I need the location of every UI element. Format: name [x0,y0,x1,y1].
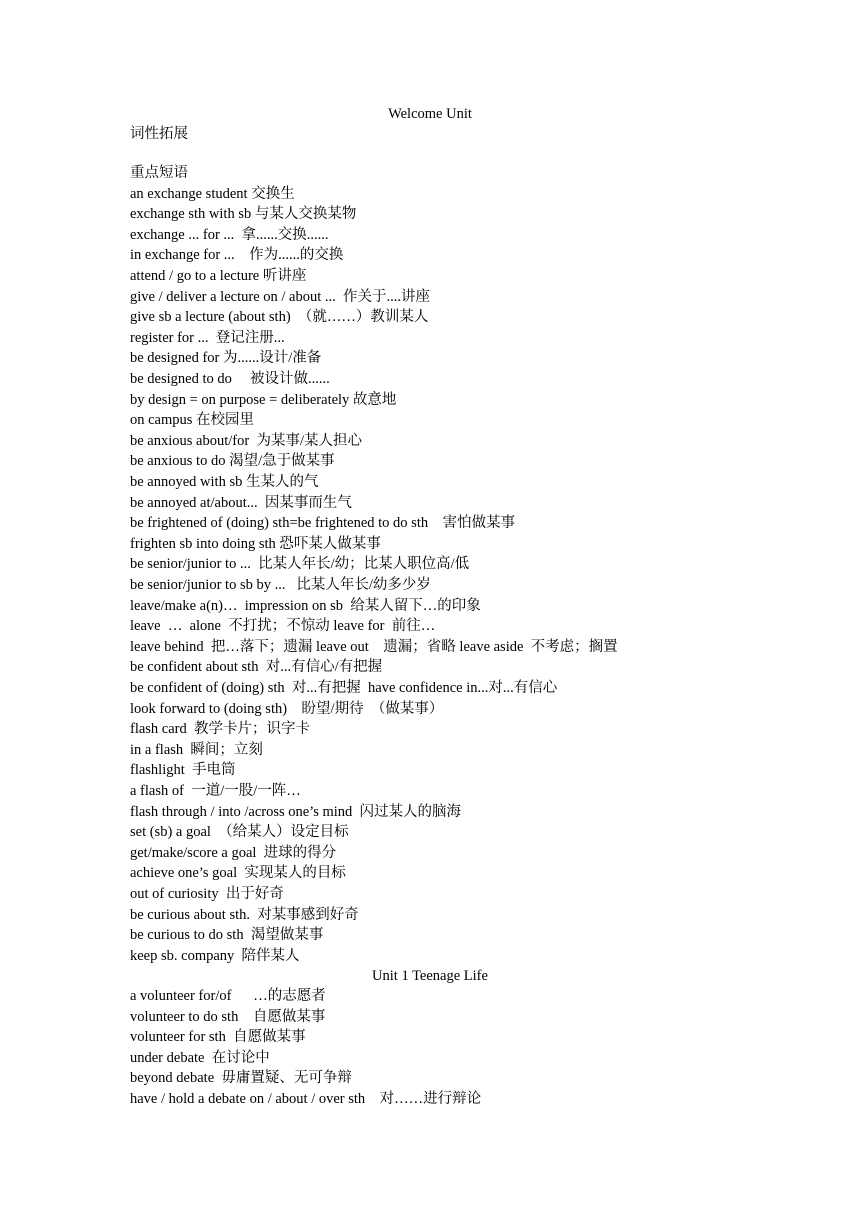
welcome-phrase-line: be designed to do 被设计做...... [130,370,330,387]
unit1-phrase-line: under debate 在讨论中 [130,1049,270,1066]
welcome-phrase-line: be designed for 为......设计/准备 [130,350,322,367]
welcome-phrase-line: a flash of 一道/一股/一阵… [130,782,301,799]
welcome-phrase-line: frighten sb into doing sth 恐吓某人做某事 [130,535,381,552]
welcome-phrase-line: be senior/junior to sb by ... 比某人年长/幼多少岁 [130,576,431,593]
welcome-phrase-line: be annoyed with sb 生某人的气 [130,473,319,490]
welcome-phrase-line: flashlight 手电筒 [130,762,236,779]
welcome-phrase-line: exchange sth with sb 与某人交换某物 [130,206,357,223]
subtitle: 词性拓展 [130,126,188,142]
welcome-phrase-line: on campus 在校园里 [130,412,255,429]
welcome-phrase-line: leave/make a(n)… impression on sb 给某人留下…的印象 [130,597,481,614]
welcome-phrase-line: keep sb. company 陪伴某人 [130,947,300,964]
welcome-phrase-line: be curious about sth. 对某事感到好奇 [130,906,359,923]
unit1-phrase-line: have / hold a debate on / about / over sth 对……进行辩论 [130,1091,482,1107]
unit1-phrase-line: a volunteer for/of …的志愿者 [130,988,326,1004]
welcome-phrase-line: an exchange student 交换生 [130,185,295,202]
welcome-phrase-line: flash card 教学卡片；识字卡 [130,721,311,738]
welcome-phrase-line: get/make/score a goal 进球的得分 [130,844,337,861]
unit1-heading: Unit 1 Teenage Life [372,968,488,984]
welcome-phrase-line: in a flash 瞬间；立刻 [130,741,263,758]
welcome-phrase-line: be confident of (doing) sth 对...有把握 have confidence in...对...有信心 [130,679,558,696]
section-heading: 重点短语 [130,165,188,181]
welcome-phrase-line: attend / go to a lecture 听讲座 [130,267,307,284]
welcome-phrase-line: be anxious to do 渴望/急于做某事 [130,453,335,470]
welcome-phrase-line: leave … alone 不打扰；不惊动 leave for 前往… [130,618,436,635]
unit1-phrase-line: volunteer to do sth 自愿做某事 [130,1008,326,1025]
welcome-phrase-line: out of curiosity 出于好奇 [130,885,284,902]
unit1-phrase-line: volunteer for sth 自愿做某事 [130,1029,306,1046]
welcome-phrase-line: be annoyed at/about... 因某事而生气 [130,494,352,511]
welcome-phrase-line: be curious to do sth 渴望做某事 [130,927,324,944]
welcome-phrase-line: in exchange for ... 作为......的交换 [130,247,344,264]
welcome-phrase-line: flash through / into /across one’s mind 闪过某人的脑海 [130,803,462,820]
welcome-phrase-line: achieve one’s goal 实现某人的目标 [130,865,346,882]
welcome-phrase-line: be senior/junior to ... 比某人年长/幼；比某人职位高/低 [130,556,470,573]
welcome-phrase-line: set (sb) a goal （给某人）设定目标 [130,824,349,841]
welcome-phrase-line: leave behind 把…落下；遗漏 leave out 遗漏；省略 leave aside 不考虑；搁置 [130,638,618,655]
welcome-phrase-line: give / deliver a lecture on / about ... 作关于....讲座 [130,288,430,305]
welcome-phrase-line: by design = on purpose = deliberately 故意地 [130,391,397,408]
unit1-phrase-line: beyond debate 毋庸置疑、无可争辩 [130,1070,352,1087]
welcome-phrase-line: be frightened of (doing) sth=be frightened to do sth 害怕做某事 [130,515,516,532]
welcome-phrase-line: give sb a lecture (about sth) （就……）教训某人 [130,309,429,326]
welcome-phrase-line: be confident about sth 对...有信心/有把握 [130,659,383,676]
welcome-phrase-line: exchange ... for ... 拿......交换...... [130,226,329,243]
welcome-phrase-line: look forward to (doing sth) 盼望/期待 （做某事） [130,700,444,717]
document-title: Welcome Unit [388,106,472,122]
welcome-phrase-line: register for ... 登记注册... [130,329,285,346]
welcome-phrase-line: be anxious about/for 为某事/某人担心 [130,432,362,449]
